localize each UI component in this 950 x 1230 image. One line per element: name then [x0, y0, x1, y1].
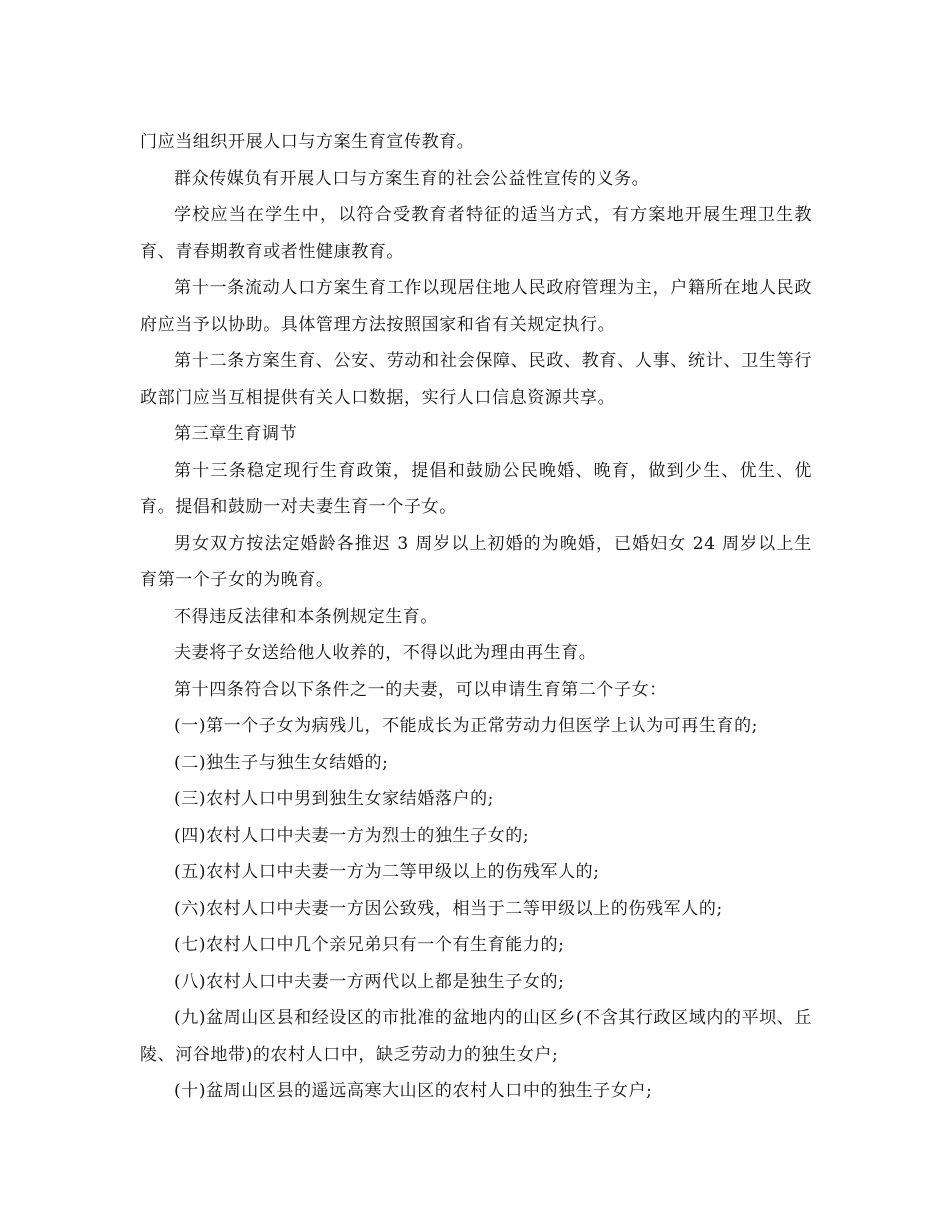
article-12-paragraph: 第十二条方案生育、公安、劳动和社会保障、民政、教育、人事、统计、卫生等行政部门应当互相提供有关人口数据，实行人口信息资源共享。 — [140, 351, 812, 408]
paragraph: 男女双方按法定婚龄各推迟 3 周岁以上初婚的为晚婚，已婚妇女 24 周岁以上生育第一个子女的为晚育。 — [140, 533, 812, 590]
paragraph: 夫妻将子女送给他人收养的，不得以此为理由再生育。 — [174, 643, 597, 663]
list-item: (七)农村人口中几个亲兄弟只有一个有生育能力的; — [174, 935, 565, 955]
paragraph: 门应当组织开展人口与方案生育宣传教育。 — [140, 132, 475, 152]
article-14-paragraph: 第十四条符合以下条件之一的夫妻，可以申请生育第二个子女： — [174, 679, 667, 700]
paragraph: 不得违反法律和本条例规定生育。 — [174, 606, 438, 627]
list-item: (六)农村人口中夫妻一方因公致残，相当于二等甲级以上的伤残军人的; — [174, 898, 723, 919]
list-item: (十)盆周山区县的遥远高寒大山区的农村人口中的独生子女户; — [174, 1081, 653, 1101]
list-item: (五)农村人口中夫妻一方为二等甲级以上的伤残军人的; — [174, 862, 600, 882]
article-13-paragraph: 第十三条稳定现行生育政策，提倡和鼓励公民晚婚、晚育，做到少生、优生、优育。提倡和鼓励一对夫妻生育一个子女。 — [140, 460, 812, 517]
paragraph: 学校应当在学生中，以符合受教育者特征的适当方式，有方案地开展生理卫生教育、青春期教育或者性健康教育。 — [140, 205, 812, 262]
document-body — [140, 124, 812, 1110]
article-11-paragraph: 第十一条流动人口方案生育工作以现居住地人民政府管理为主，户籍所在地人民政府应当予以协助。具体管理方法按照国家和省有关规定执行。 — [140, 278, 812, 335]
list-item: (二)独生子与独生女结婚的; — [174, 752, 389, 773]
list-item: (八)农村人口中夫妻一方两代以上都是独生子女的; — [174, 971, 565, 992]
list-item: (一)第一个子女为病残儿，不能成长为正常劳动力但医学上认为可再生育的; — [174, 716, 758, 736]
list-item: (三)农村人口中男到独生女家结婚落户的; — [174, 789, 494, 809]
list-item: (四)农村人口中夫妻一方为烈士的独生子女的; — [174, 825, 530, 846]
chapter-heading: 第三章生育调节 — [174, 424, 298, 444]
paragraph: 群众传媒负有开展人口与方案生育的社会公益性宣传的义务。 — [174, 168, 650, 189]
list-item: (九)盆周山区县和经设区的市批准的盆地内的山区乡(不含其行政区域内的平坝、丘陵、河谷地带)的农村人口中，缺乏劳动力的独生女户; — [140, 1008, 812, 1065]
